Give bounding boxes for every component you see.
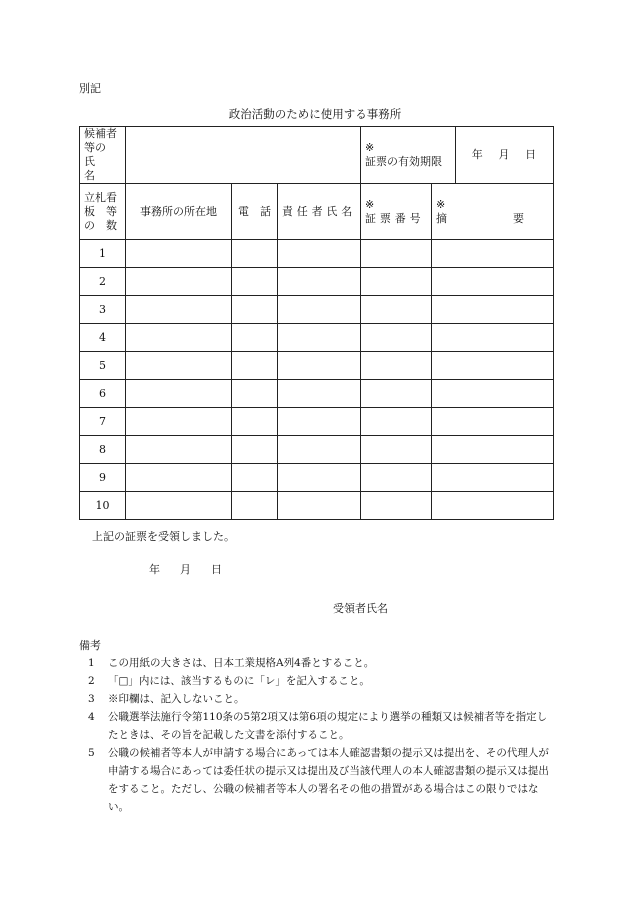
cert-number-cell[interactable] [361,268,432,296]
validity-label-cell [361,127,456,184]
responsible-person-header: 責任者氏名 [278,184,361,240]
table-row [80,268,554,296]
cert-number-cell[interactable] [361,324,432,352]
row-number: 7 [80,408,126,436]
phone-cell[interactable] [232,380,278,408]
cert-number-cell[interactable] [361,296,432,324]
address-cell[interactable] [126,352,232,380]
receipt-year: 年 [149,563,160,576]
kome-mark: ※ [436,197,446,211]
note-text: 「□」内には、該当するものに「レ」を記入すること。 [108,675,370,687]
phone-cell[interactable] [232,352,278,380]
document-title: 政治活動のために使用する事務所 [228,107,402,121]
phone-cell[interactable] [232,464,278,492]
address-cell[interactable] [126,380,232,408]
remarks-cell[interactable] [432,380,554,408]
phone-cell[interactable] [232,492,278,520]
row-number: 6 [80,380,126,408]
receipt-date [149,561,242,577]
row-number: 5 [80,352,126,380]
phone-cell[interactable] [232,268,278,296]
note-text: 公職選挙法施行令第110条の5第2項又は第6項の規定により選挙の種類又は候補者等を指定したときは、その旨を記載した文書を添付すること。 [108,711,548,741]
kome-mark: ※ [365,141,375,154]
row-number: 2 [80,268,126,296]
table-row [80,464,554,492]
cert-number-cell[interactable] [361,464,432,492]
table-row [80,352,554,380]
address-cell[interactable] [126,240,232,268]
kome-mark: ※ [365,197,375,211]
responsible-cell[interactable] [278,296,361,324]
phone-cell[interactable] [232,296,278,324]
signboard-count-header [80,184,126,240]
remarks-cell[interactable] [432,240,554,268]
responsible-cell[interactable] [278,352,361,380]
table-row [80,380,554,408]
responsible-cell[interactable] [278,240,361,268]
row-number: 3 [80,296,126,324]
row-number: 9 [80,464,126,492]
candidate-name-field[interactable] [126,127,361,184]
date-year: 年 [471,148,484,161]
remarks-cell[interactable] [432,464,554,492]
responsible-cell[interactable] [278,408,361,436]
date-day: 日 [525,148,538,161]
note-item [88,744,558,816]
address-cell[interactable] [126,492,232,520]
note-number: 5 [88,747,95,759]
signboard-header-line3: の 数 [84,218,117,232]
table-row [80,240,554,268]
address-cell[interactable] [126,436,232,464]
note-text: ※印欄は、記入しないこと。 [108,693,245,705]
signboard-header-line1: 立札看 [84,190,117,204]
remarks-label: 摘 要 [436,211,525,225]
cert-number-cell[interactable] [361,492,432,520]
phone-cell[interactable] [232,324,278,352]
date-month: 月 [498,148,511,161]
data-rows [80,240,554,520]
responsible-cell[interactable] [278,380,361,408]
responsible-cell[interactable] [278,464,361,492]
column-header-row [80,184,554,240]
remarks-cell[interactable] [432,296,554,324]
responsible-cell[interactable] [278,268,361,296]
address-cell[interactable] [126,464,232,492]
note-number: 2 [88,675,95,687]
cert-number-label: 証票番号 [365,211,425,225]
cert-number-cell[interactable] [361,352,432,380]
note-number: 1 [88,657,95,669]
signboard-header-line2: 板 等 [84,204,117,218]
responsible-cell[interactable] [278,436,361,464]
table-row [80,296,554,324]
note-number: 3 [88,693,95,705]
row-number: 8 [80,436,126,464]
responsible-cell[interactable] [278,492,361,520]
row-number: 10 [80,492,126,520]
phone-header: 電 話 [232,184,278,240]
receipt-day: 日 [211,563,222,576]
receipt-statement: 上記の証票を受領しました。 [92,530,235,543]
remarks-cell[interactable] [432,324,554,352]
remarks-cell[interactable] [432,492,554,520]
remarks-cell[interactable] [432,268,554,296]
candidate-row [80,127,554,184]
remarks-cell[interactable] [432,352,554,380]
responsible-cell[interactable] [278,324,361,352]
row-number: 4 [80,324,126,352]
phone-cell[interactable] [232,436,278,464]
office-form-table [79,126,554,520]
validity-label: 証票の有効期限 [365,155,443,168]
row-number: 1 [80,240,126,268]
note-number: 4 [88,711,95,723]
table-row [80,492,554,520]
phone-cell[interactable] [232,408,278,436]
address-cell[interactable] [126,268,232,296]
table-row [80,324,554,352]
note-text: 公職の候補者等本人が申請する場合にあっては本人確認書類の提示又は提出を、その代理人が申請する場合にあっては委任状の提示又は提出及び当該代理人の本人確認書類の提示又は提出をすること。ただし、公職の候補者等本人の署名その他の措置がある場合はこの限りではない。 [108,747,549,813]
validity-date-field[interactable] [456,127,554,184]
note-item [88,672,558,690]
receipt-month: 月 [180,563,191,576]
phone-cell[interactable] [232,240,278,268]
table-row [80,436,554,464]
note-item [88,654,558,672]
remarks-cell[interactable] [432,408,554,436]
cert-number-cell[interactable] [361,380,432,408]
note-text: この用紙の大きさは、日本工業規格A列4番とすること。 [108,657,375,669]
notes-title: 備考 [79,639,101,652]
annex-label: 別記 [79,82,101,95]
receiver-name-label: 受領者氏名 [333,602,388,615]
cert-number-header [361,184,432,240]
cert-number-cell[interactable] [361,408,432,436]
address-cell[interactable] [126,324,232,352]
address-cell[interactable] [126,408,232,436]
candidate-label-line2: 氏 名 [84,155,128,182]
candidate-label-line1: 候補者等の [84,127,117,154]
candidate-label-cell [80,127,126,184]
address-header: 事務所の所在地 [126,184,232,240]
note-item [88,690,558,708]
cert-number-cell[interactable] [361,240,432,268]
address-cell[interactable] [126,296,232,324]
remarks-header [432,184,554,240]
table-row [80,408,554,436]
remarks-cell[interactable] [432,436,554,464]
note-item [88,708,558,744]
cert-number-cell[interactable] [361,436,432,464]
